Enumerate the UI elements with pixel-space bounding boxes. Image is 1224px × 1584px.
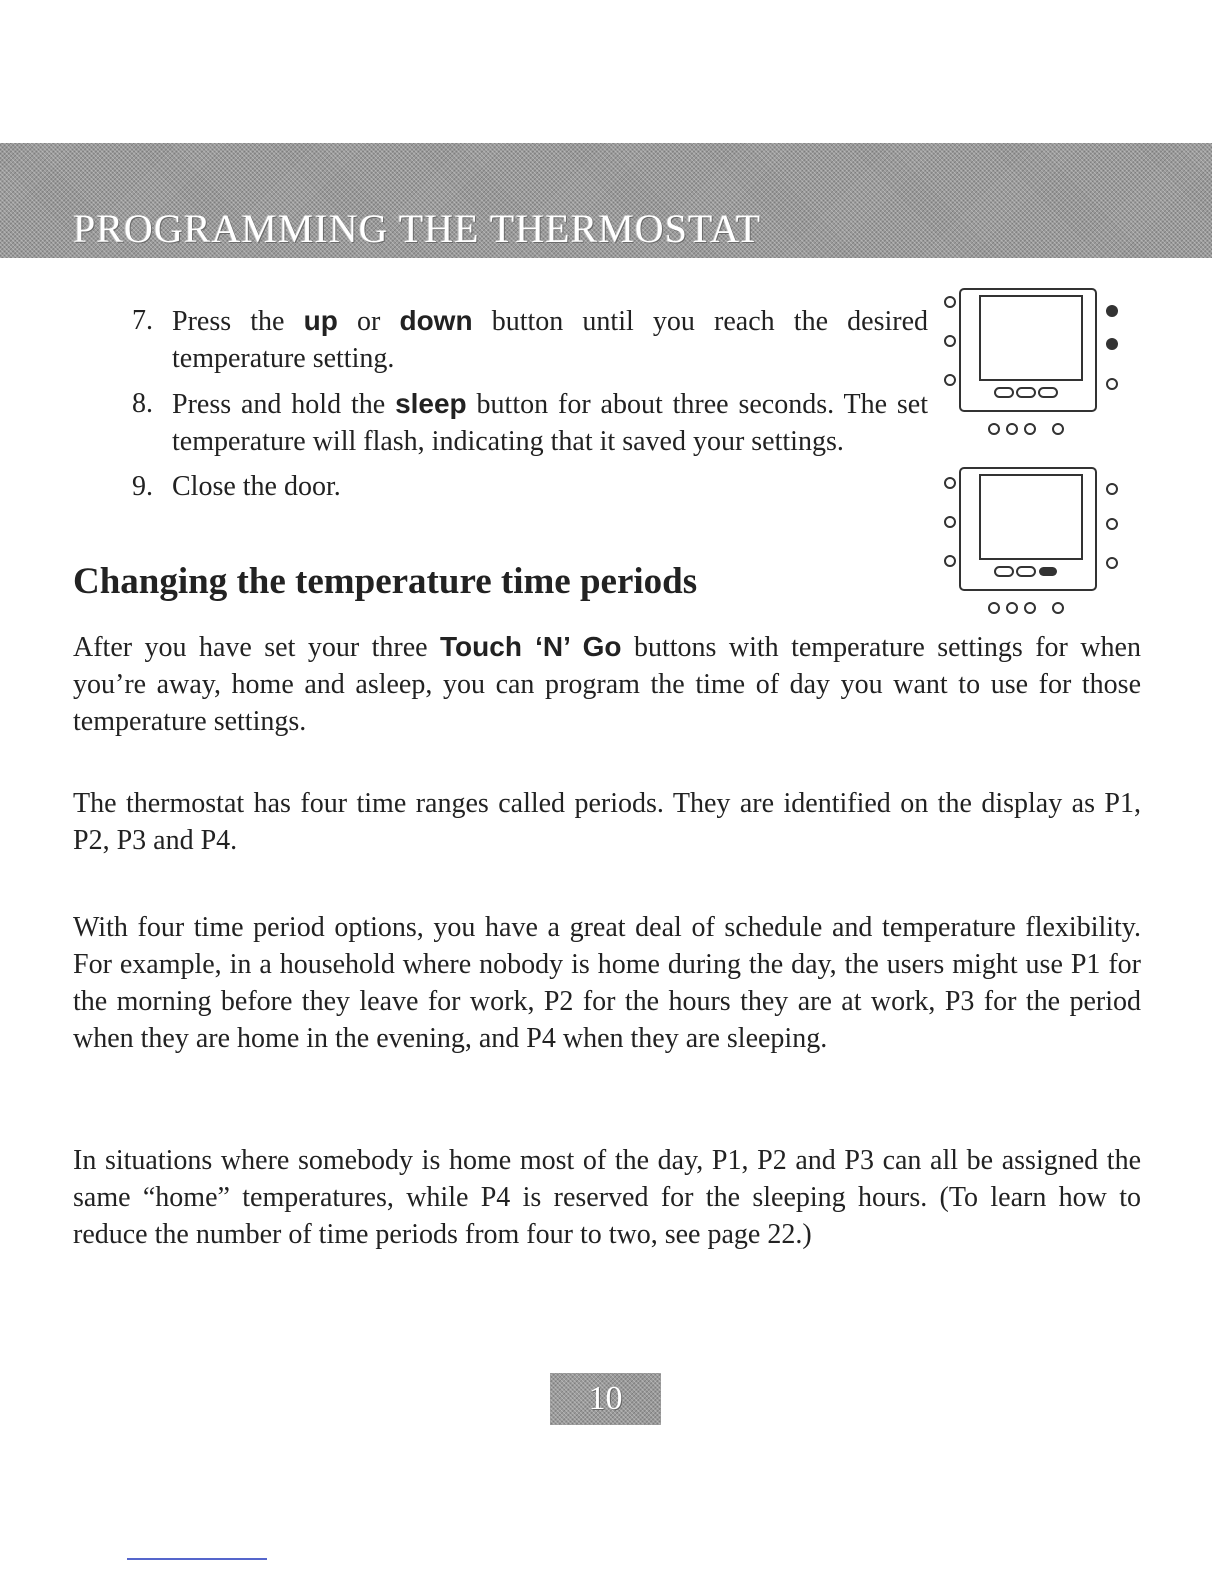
step-item: [128, 468, 928, 505]
paragraph: The thermostat has four time ranges called periods. They are identified on the display as P1, P2, P3 and P4.: [73, 788, 1141, 856]
header-banner: [0, 143, 1212, 258]
step-number: 8.: [132, 388, 153, 419]
step-text: Press the: [172, 306, 304, 337]
paragraph: In situations where somebody is home most of the day, P1, P2 and P3 can all be assigned the same “home” temperatures, while P4 is reserved for the sleeping hours. (To learn how to reduce the number of time periods from four to two, see page 22.): [73, 1145, 1141, 1250]
step-list: [128, 302, 928, 513]
thermostat-sleep-highlighted-icon: [938, 463, 1128, 623]
step-item: [128, 385, 928, 460]
step-text: or: [337, 306, 400, 337]
page-number-box: [550, 1373, 661, 1425]
paragraph: With four time period options, you have a great deal of schedule and temperature flexibility. For example, in a household where nobody is home during the day, the users might use P1 for the morning before they leave for work, P2 for the hours they are at work, P3 for the period when they are home in the evening, and P4 when they are sleeping.: [73, 912, 1141, 1054]
bottom-rule: [127, 1558, 267, 1560]
up-keyword: up: [303, 305, 338, 336]
section-heading: Changing the temperature time periods: [73, 561, 698, 602]
step-number: 9.: [132, 471, 153, 502]
step-text: Press and hold the: [172, 389, 396, 420]
page-number: 10: [588, 1380, 623, 1417]
thermostat-up-down-highlighted-icon: [938, 284, 1128, 444]
page-title: PROGRAMMING THE THERMOSTAT: [73, 206, 762, 251]
down-keyword: down: [399, 305, 473, 336]
touch-n-go-keyword: Touch ‘N’ Go: [440, 631, 622, 662]
step-text: Close the door.: [172, 471, 341, 502]
step-text: button until you reach the desired temperature setting.: [172, 306, 929, 374]
step-item: [128, 302, 928, 377]
step-number: 7.: [132, 305, 153, 336]
paragraph-text: buttons with temperature settings for when you’re away, home and asleep, you can program the time of day you want to use for those temperature settings.: [73, 632, 1141, 737]
sleep-keyword: sleep: [395, 388, 467, 419]
paragraph: [73, 628, 1141, 740]
step-text: button for about three seconds. The set temperature will flash, indicating that it saved your settings.: [172, 389, 928, 457]
paragraph-text: After you have set your three: [73, 632, 441, 663]
